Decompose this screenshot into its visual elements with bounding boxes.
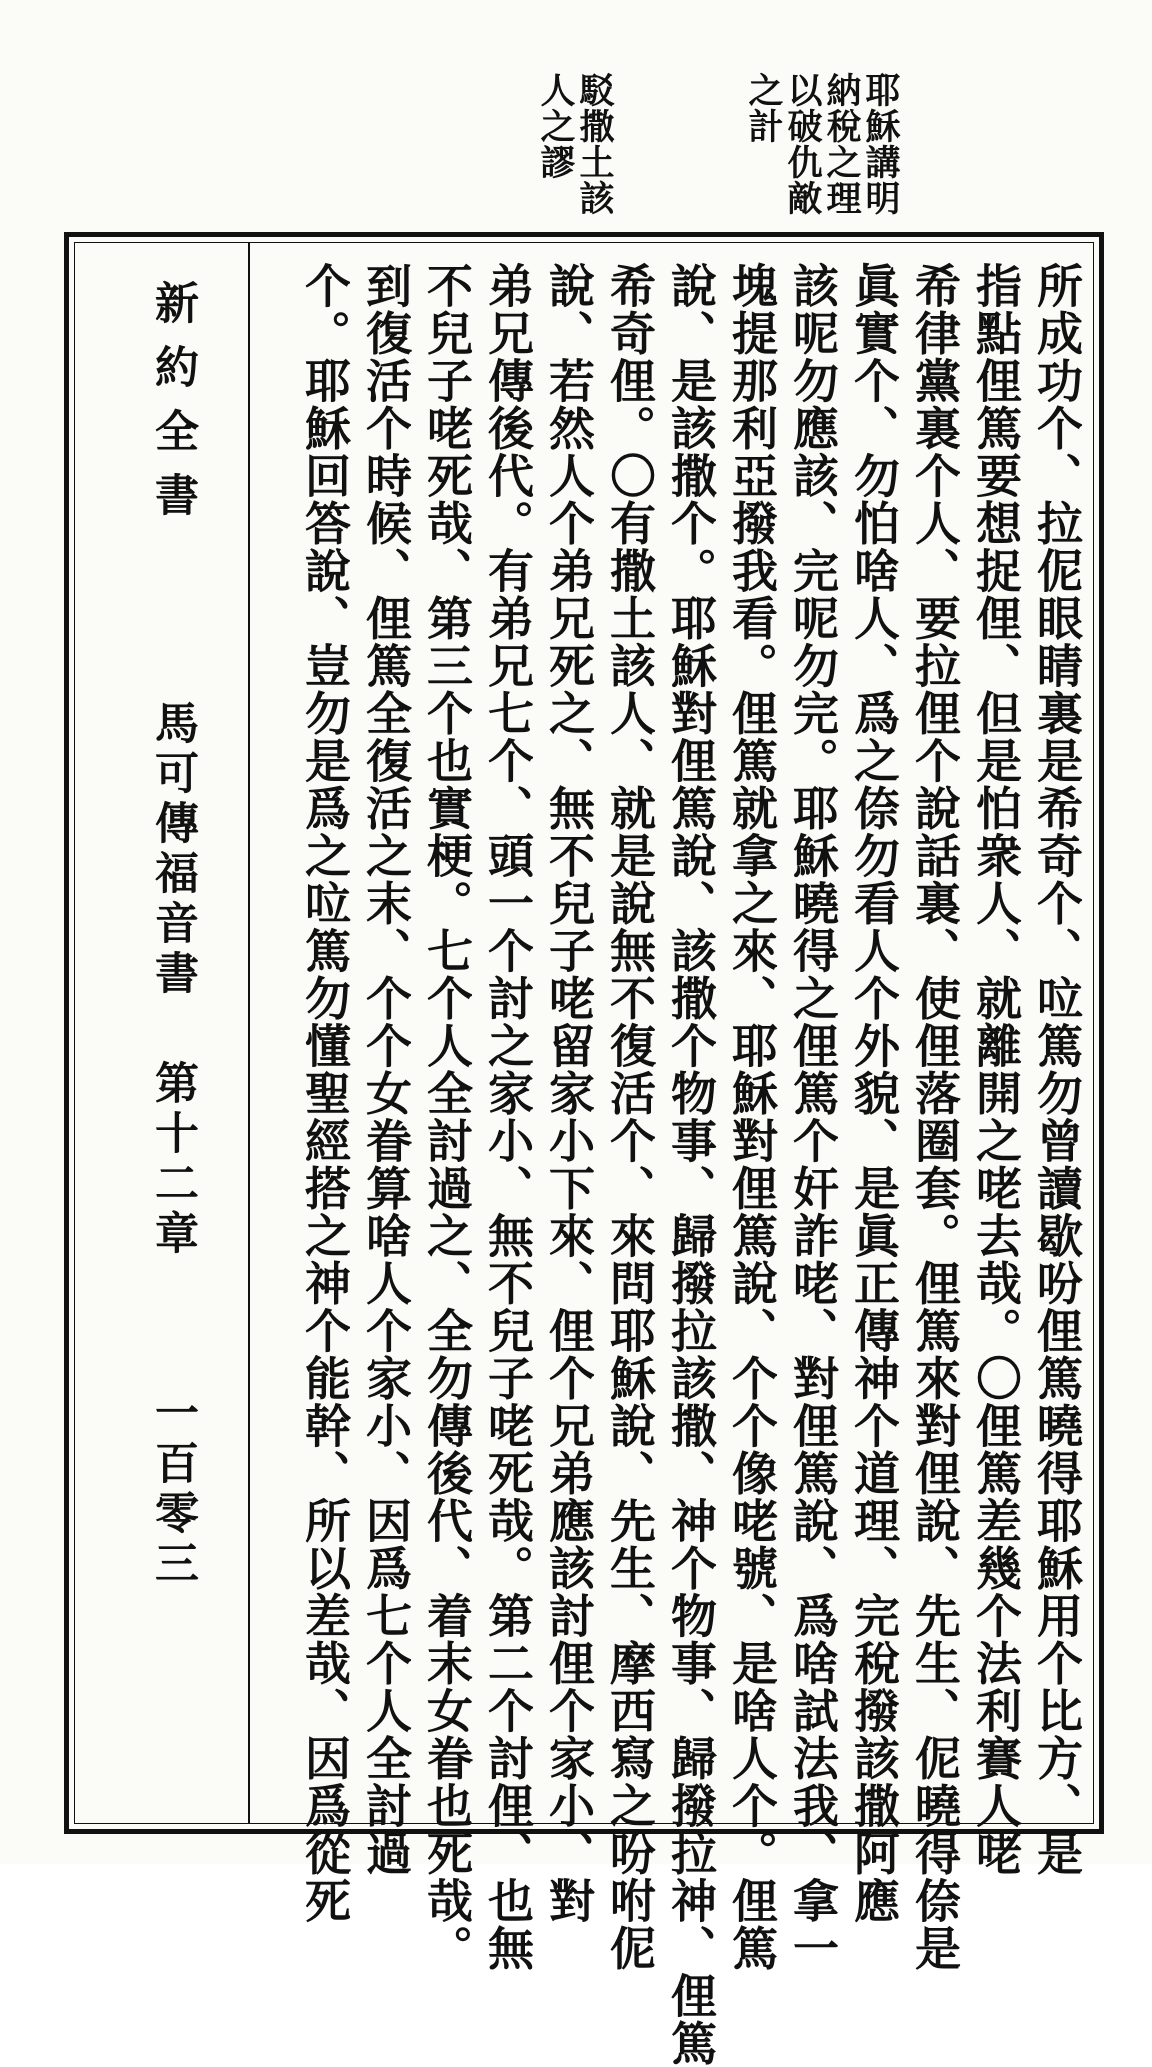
page-number: 一百零三	[147, 1390, 198, 1590]
header-note-line: 耶穌講明	[860, 72, 901, 216]
header-note-line: 駁撒土該	[574, 72, 615, 216]
text-column-6: 塊提那利亞撥我看。俚篤就拿之來、耶穌對俚篤說、个个像咾號、是啥人个。俚篤	[725, 262, 779, 1972]
header-note-line: 納稅之理	[821, 72, 862, 216]
text-column-3: 希律黨裏个人、要拉俚个說話裏、使俚落圈套。俚篤來對俚說、先生、伲曉得倷是	[908, 262, 962, 1972]
text-column-8: 希奇俚。〇有撒土該人、就是說無不復活个、來問耶穌說、先生、摩西寫之吩咐伲	[603, 262, 657, 1972]
header-note-right	[742, 72, 901, 222]
book-title: 新約全書	[147, 280, 198, 536]
text-column-2: 指點俚篤要想捉俚、但是怕衆人、就離開之咾去哉。〇俚篤差幾个法利賽人咾	[969, 262, 1023, 1877]
text-column-12: 到復活个時候、俚篤全復活之末、个个女眷算啥人个家小、因爲七个人全討過	[359, 262, 413, 1877]
text-column-10: 弟兄傳後代。有弟兄七个、頭一个討之家小、無不兒子咾死哉。第二个討俚、也無	[481, 262, 535, 1972]
text-column-4: 眞實个、勿怕啥人、爲之倷勿看人个外貌、是眞正傳神个道理、完稅撥該撒阿應	[847, 262, 901, 1925]
header-note-line: 之計	[743, 72, 784, 144]
chapter-label: 第十二章	[147, 1060, 198, 1260]
header-note-line: 以破仇敵	[782, 72, 823, 216]
text-column-9: 說、若然人个弟兄死之、無不兒子咾留家小下來、俚个兄弟應該討俚个家小、對	[542, 262, 596, 1925]
text-column-13: 个。耶穌回答說、豈勿是爲之㕸篤勿懂聖經搭之神个能幹、所以差哉、因爲從死	[298, 262, 352, 1925]
gospel-title: 馬可傳福音書	[147, 700, 198, 1000]
text-column-7: 說、是該撒个。耶穌對俚篤說、該撒个物事、歸撥拉該撒、神个物事、歸撥拉神、俚篤	[664, 262, 718, 2067]
header-note-left	[534, 72, 615, 222]
text-column-11: 不兒子咾死哉、第三个也實梗。七个人全討過之、全勿傳後代、着末女眷也死哉。	[420, 262, 474, 1972]
text-column-5: 該呢勿應該、完呢勿完。耶穌曉得之俚篤个奸詐咾、對俚篤說、爲啥試法我、拿一	[786, 262, 840, 1972]
margin-divider-line	[248, 242, 250, 1824]
text-column-1: 所成功个、拉伲眼睛裏是希奇个、㕸篤勿曾讀歇吩俚篤曉得耶穌用个比方、是	[1030, 262, 1084, 1877]
header-note-line: 人之謬	[535, 72, 576, 180]
